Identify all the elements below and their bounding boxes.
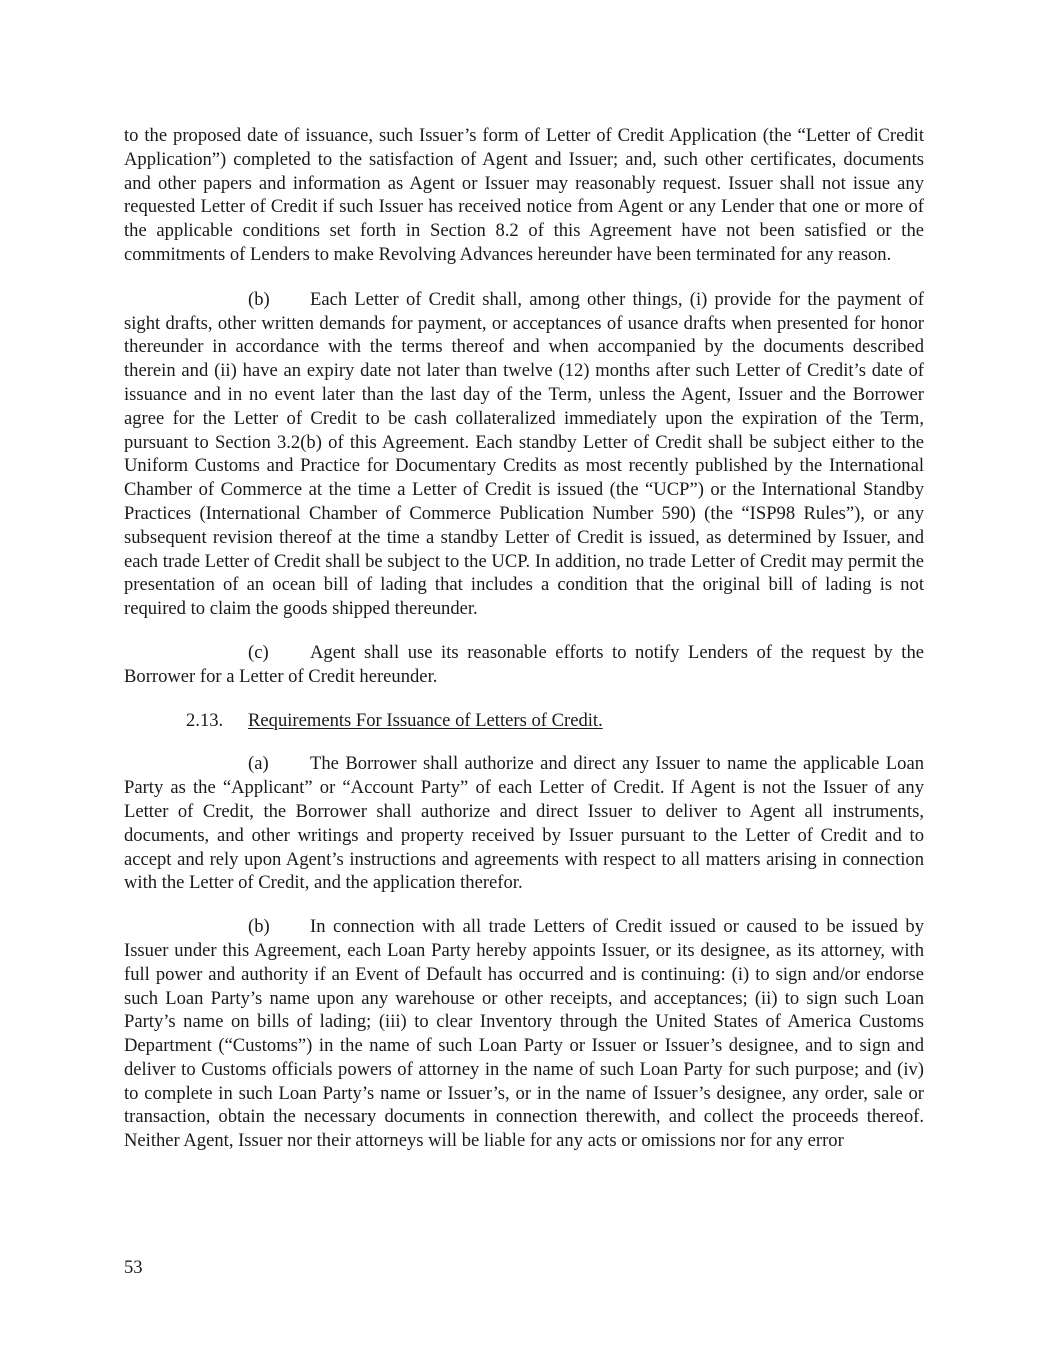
paragraph-b-trade-letters-power-of-attorney <box>124 915 924 1153</box>
paragraph-text: Agent shall use its reasonable efforts to notify Lenders of the request by the Borrower for a Letter of Credit hereunder. <box>124 641 924 687</box>
section-title: Requirements For Issuance of Letters of Credit. <box>248 709 603 731</box>
paragraph-b-letter-of-credit-terms <box>124 288 924 621</box>
paragraph-c-notify-lenders <box>124 641 924 689</box>
paragraph-text: In connection with all trade Letters of Credit issued or caused to be issued by Issuer under this Agreement, each Loan Party hereby appoints Issuer, or its designee, as its attorney, with full power and authority if an Event of Default has occurred and is continuing: (i) to sign and/or endorse such Loan Party’s name upon any warehouse or other receipts, and acceptances; (ii) to sign such Loan Party’s name on bills of lading; (iii) to clear Inventory through the United States of America Customs Department (“Customs”) in the name of such Loan Party or Issuer or Issuer’s designee, and to sign and deliver to Customs officials powers of attorney in the name of such Loan Party for such purpose; and (iv) to complete in such Loan Party’s name or Issuer’s, or in the name of Issuer’s designee, any order, sale or transaction, obtain the necessary documents in connection therewith, and collect the proceeds thereof. Neither Agent, Issuer nor their attorneys will be liable for any acts or omissions nor for any error <box>124 916 924 1152</box>
paragraph-label: (b) <box>248 916 270 938</box>
section-heading <box>124 709 924 733</box>
paragraph-label: (b) <box>248 288 270 310</box>
paragraph-text: Each Letter of Credit shall, among other things, (i) provide for the payment of sight drafts, other written demands for payment, or acceptances of usance drafts when presented for honor thereunder in accordance with the terms thereof and when accompanied by the documents described therein and (ii) have an expiry date not later than twelve (12) months after such Letter of Credit’s date of issuance and in no event later than the last day of the Term, unless the Agent, Issuer and the Borrower agree for the Letter of Credit to be cash collateralized immediately upon the expiration of the Term, pursuant to Section 3.2(b) of this Agreement. Each standby Letter of Credit shall be subject either to the Uniform Customs and Practice for Documentary Credits as most recently published by the International Chamber of Commerce at the time a Letter of Credit is issued (the “UCP”) or the International Standby Practices (International Chamber of Commerce Publication Number 590) (the “ISP98 Rules”), or any subsequent revision thereof at the time a standby Letter of Credit is issued, as determined by Issuer, and each trade Letter of Credit shall be subject to the UCP. In addition, no trade Letter of Credit may permit the presentation of an ocean bill of lading that includes a condition that the original bill of lading is not required to claim the goods shipped thereunder. <box>124 288 924 620</box>
paragraph-label: (c) <box>248 641 269 663</box>
page-number: 53 <box>124 1257 143 1278</box>
paragraph-a-applicant <box>124 752 924 895</box>
section-number: 2.13. <box>186 709 224 731</box>
paragraph-label: (a) <box>248 753 269 775</box>
document-body <box>124 124 924 1173</box>
paragraph-text: The Borrower shall authorize and direct any Issuer to name the applicable Loan Party as the “Applicant” or “Account Party” of each Letter of Credit. If Agent is not the Issuer of any Letter of Credit, the Borrower shall authorize and direct Issuer to deliver to Agent all instruments, documents, and other writings and property received by Issuer pursuant to the Letter of Credit and to accept and rely upon Agent’s instructions and agreements with respect to all matters arising in connection with the Letter of Credit, and the application therefor. <box>124 753 924 894</box>
continuation-paragraph: to the proposed date of issuance, such Issuer’s form of Letter of Credit Application (the “Letter of Credit Application”) completed to the satisfaction of Agent and Issuer; and, such other certificates, documents and other papers and information as Agent or Issuer may reasonably request. Issuer shall not issue any requested Letter of Credit if such Issuer has received notice from Agent or any Lender that one or more of the applicable conditions set forth in Section 8.2 of this Agreement have not been satisfied or the commitments of Lenders to make Revolving Advances hereunder have been terminated for any reason. <box>124 125 924 265</box>
